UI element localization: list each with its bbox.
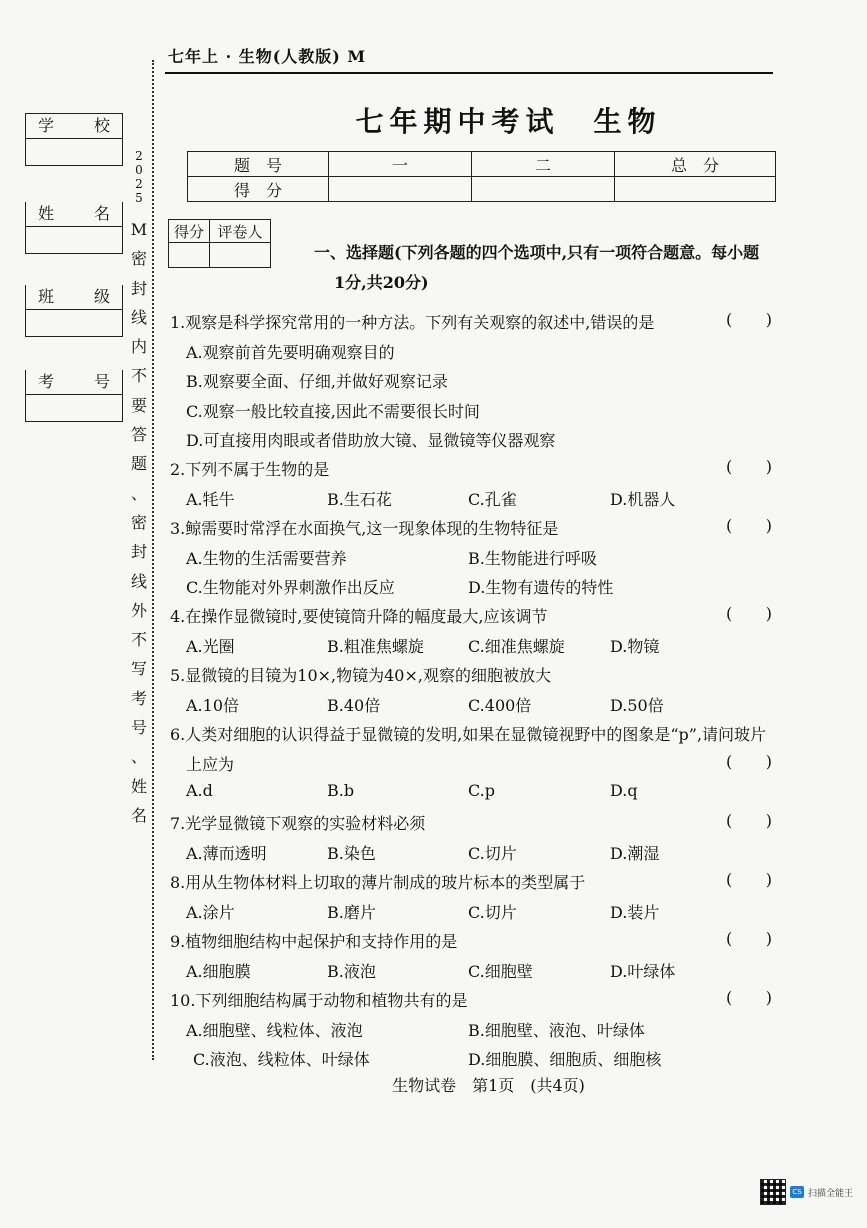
grader-table bbox=[168, 219, 271, 268]
camscanner-logo-icon: CS bbox=[790, 1186, 804, 1198]
option-item: B.b bbox=[327, 781, 355, 800]
qr-code-icon bbox=[760, 1179, 786, 1205]
seal-char: 线 bbox=[130, 571, 147, 591]
option-item: D.生物有遗传的特性 bbox=[468, 578, 614, 597]
seal-char: 线 bbox=[130, 307, 147, 327]
option-item: B.液泡 bbox=[327, 961, 376, 981]
option-item: C.切片 bbox=[468, 902, 517, 922]
option-item: A.观察前首先要明确观察目的 bbox=[186, 342, 395, 362]
section-heading-line1: 一、选择题(下列各题的四个选项中,只有一项符合题意。每小题 bbox=[314, 243, 760, 262]
option-item: A.薄而透明 bbox=[186, 843, 267, 863]
name-label-2: 名 bbox=[93, 204, 110, 223]
seal-line-text bbox=[130, 222, 148, 837]
option-item: D.q bbox=[610, 781, 638, 800]
paren-mark: ) bbox=[765, 870, 772, 889]
option-item: B.细胞壁、液泡、叶绿体 bbox=[468, 1020, 645, 1040]
answer-parentheses[interactable] bbox=[726, 604, 772, 623]
class-label-1: 班 bbox=[38, 287, 55, 306]
option-item: A.牦牛 bbox=[186, 489, 235, 509]
question-stem: 8.用从生物体材料上切取的薄片制成的玻片标本的类型属于 bbox=[170, 873, 586, 892]
seal-char: M bbox=[130, 220, 148, 239]
seal-char: 封 bbox=[130, 542, 147, 562]
option-item: A.涂片 bbox=[186, 902, 235, 922]
year-char: 5 bbox=[135, 191, 143, 205]
answer-parentheses[interactable] bbox=[726, 811, 772, 830]
answer-parentheses[interactable] bbox=[726, 516, 772, 535]
paren-mark: ( bbox=[726, 516, 733, 535]
option-item: C.细准焦螺旋 bbox=[468, 636, 565, 656]
option-item: D.细胞膜、细胞质、细胞核 bbox=[468, 1050, 662, 1069]
header-rule bbox=[165, 72, 773, 74]
question-stem: 5.显微镜的目镜为10×,物镜为40×,观察的细胞被放大 bbox=[170, 666, 551, 685]
answer-parentheses[interactable] bbox=[726, 457, 772, 476]
series-label: 七年上 · 生物(人教版) M bbox=[168, 47, 367, 66]
option-item: C.p bbox=[468, 781, 495, 800]
question-stem-cont: 上应为 bbox=[186, 754, 235, 774]
paren-mark: ) bbox=[765, 751, 772, 771]
option-item: C.生物能对外界刺激作出反应 bbox=[186, 578, 395, 597]
seal-char: 写 bbox=[130, 659, 147, 679]
name-field[interactable] bbox=[26, 227, 122, 253]
answer-parentheses[interactable] bbox=[726, 310, 772, 329]
paren-mark: ) bbox=[765, 929, 772, 948]
paren-mark: ( bbox=[726, 811, 733, 830]
paren-mark: ) bbox=[765, 457, 772, 476]
school-box bbox=[25, 113, 123, 166]
title-subject: 生物 bbox=[593, 105, 662, 138]
score-head-one: 一 bbox=[329, 152, 472, 177]
question-stem: 6.人类对细胞的认识得益于显微镜的发明,如果在显微镜视野中的图象是“p”,请问玻片 bbox=[170, 725, 767, 744]
school-label-2: 校 bbox=[93, 116, 110, 135]
seal-char: 答 bbox=[130, 425, 147, 445]
option-item: C.切片 bbox=[468, 843, 517, 863]
id-label-1: 考 bbox=[38, 372, 55, 391]
id-field[interactable] bbox=[26, 395, 122, 421]
seal-char: 不 bbox=[130, 366, 147, 386]
option-item: C.细胞壁 bbox=[468, 961, 533, 981]
page-footer: 生物试卷 第1页 (共4页) bbox=[392, 1076, 585, 1095]
option-item: B.生物能进行呼吸 bbox=[468, 548, 597, 568]
scanner-name: 扫描全能王 bbox=[808, 1188, 854, 1199]
question-stem: 9.植物细胞结构中起保护和支持作用的是 bbox=[170, 932, 458, 951]
seal-char: 名 bbox=[130, 805, 147, 825]
grader-name-label: 评卷人 bbox=[210, 220, 271, 243]
grader-score-cell[interactable] bbox=[169, 243, 210, 268]
seal-char: 、 bbox=[130, 483, 147, 503]
option-item: A.d bbox=[186, 781, 213, 800]
question-stem: 2.下列不属于生物的是 bbox=[170, 460, 330, 479]
option-item: C.液泡、线粒体、叶绿体 bbox=[193, 1050, 370, 1069]
name-box bbox=[25, 202, 123, 254]
class-box bbox=[25, 285, 123, 337]
score-cell-two[interactable] bbox=[472, 177, 615, 202]
class-field[interactable] bbox=[26, 310, 122, 336]
question-stem: 1.观察是科学探究常用的一种方法。下列有关观察的叙述中,错误的是 bbox=[170, 313, 655, 332]
grader-score-label: 得分 bbox=[169, 220, 210, 243]
seal-char: 题 bbox=[130, 454, 147, 474]
paren-mark: ( bbox=[726, 751, 733, 771]
question-stem: 10.下列细胞结构属于动物和植物共有的是 bbox=[170, 991, 468, 1010]
score-head-total: 总 分 bbox=[615, 152, 776, 177]
score-table bbox=[187, 151, 776, 202]
option-item: C.观察一般比较直接,因此不需要很长时间 bbox=[186, 401, 480, 421]
question-stem: 7.光学显微镜下观察的实验材料必须 bbox=[170, 814, 426, 833]
paren-mark: ( bbox=[726, 457, 733, 476]
paren-mark: ( bbox=[726, 988, 733, 1007]
option-item: D.物镜 bbox=[610, 636, 660, 656]
question-stem: 4.在操作显微镜时,要使镜筒升降的幅度最大,应该调节 bbox=[170, 607, 548, 626]
school-field[interactable] bbox=[26, 139, 122, 165]
seal-char: 封 bbox=[130, 278, 147, 298]
seal-char: 号 bbox=[130, 718, 147, 738]
option-item: D.装片 bbox=[610, 902, 660, 922]
year-char: 2 bbox=[135, 149, 143, 163]
option-item: C.孔雀 bbox=[468, 489, 517, 509]
seal-char: 外 bbox=[130, 600, 147, 620]
seal-dotted-line bbox=[152, 60, 154, 1060]
score-cell-one[interactable] bbox=[329, 177, 472, 202]
school-label-1: 学 bbox=[38, 116, 55, 135]
score-head-two: 二 bbox=[472, 152, 615, 177]
paren-mark: ) bbox=[765, 516, 772, 535]
answer-parentheses[interactable] bbox=[726, 752, 772, 771]
seal-char: 密 bbox=[130, 512, 147, 532]
option-item: C.400倍 bbox=[468, 695, 532, 715]
option-item: D.可直接用肉眼或者借助放大镜、显微镜等仪器观察 bbox=[186, 431, 556, 450]
section-heading bbox=[314, 238, 776, 298]
grader-name-cell[interactable] bbox=[210, 243, 271, 268]
paren-mark: ( bbox=[726, 604, 733, 623]
option-item: D.50倍 bbox=[610, 695, 664, 715]
seal-char: 要 bbox=[130, 395, 147, 415]
section-heading-line2: 1分,共20分) bbox=[334, 273, 429, 292]
score-head-number: 题 号 bbox=[188, 152, 329, 177]
option-item: A.生物的生活需要营养 bbox=[186, 548, 347, 568]
id-label-2: 号 bbox=[93, 372, 110, 391]
id-box bbox=[25, 370, 123, 422]
page-title bbox=[0, 100, 867, 140]
option-item: D.叶绿体 bbox=[610, 961, 676, 981]
option-item: A.光圈 bbox=[186, 636, 235, 656]
paren-mark: ) bbox=[765, 811, 772, 830]
option-item: B.观察要全面、仔细,并做好观察记录 bbox=[186, 372, 448, 391]
paren-mark: ) bbox=[765, 988, 772, 1007]
seal-char: 姓 bbox=[130, 776, 147, 796]
seal-char: 不 bbox=[130, 630, 147, 650]
option-item: B.生石花 bbox=[327, 489, 392, 509]
option-item: B.40倍 bbox=[327, 695, 381, 715]
paren-mark: ) bbox=[765, 310, 772, 329]
year-vertical bbox=[130, 150, 148, 206]
class-label-2: 级 bbox=[93, 287, 110, 306]
year-char: 2 bbox=[135, 177, 143, 191]
option-item: A.细胞壁、线粒体、液泡 bbox=[186, 1020, 363, 1040]
answer-parentheses[interactable] bbox=[726, 929, 772, 948]
scanner-watermark bbox=[760, 1179, 853, 1205]
question-stem: 3.鲸需要时常浮在水面换气,这一现象体现的生物特征是 bbox=[170, 519, 559, 538]
option-item: D.潮湿 bbox=[610, 843, 660, 863]
paren-mark: ( bbox=[726, 870, 733, 889]
paren-mark: ) bbox=[765, 604, 772, 623]
name-label-1: 姓 bbox=[38, 204, 55, 223]
option-item: B.磨片 bbox=[327, 902, 376, 922]
option-item: B.粗准焦螺旋 bbox=[327, 636, 424, 656]
seal-char: 内 bbox=[130, 337, 147, 357]
answer-parentheses[interactable] bbox=[726, 988, 772, 1007]
title-main: 七年期中考试 bbox=[355, 105, 560, 138]
answer-parentheses[interactable] bbox=[726, 870, 772, 889]
score-row-label: 得 分 bbox=[188, 177, 329, 202]
seal-char: 、 bbox=[130, 747, 147, 767]
year-char: 0 bbox=[135, 163, 143, 177]
option-item: D.机器人 bbox=[610, 489, 676, 509]
seal-char: 考 bbox=[130, 688, 147, 708]
paren-mark: ( bbox=[726, 310, 733, 329]
seal-char: 密 bbox=[130, 249, 147, 269]
score-cell-total[interactable] bbox=[615, 177, 776, 202]
option-item: A.细胞膜 bbox=[186, 961, 251, 981]
option-item: B.染色 bbox=[327, 843, 376, 863]
option-item: A.10倍 bbox=[186, 695, 240, 715]
paren-mark: ( bbox=[726, 929, 733, 948]
